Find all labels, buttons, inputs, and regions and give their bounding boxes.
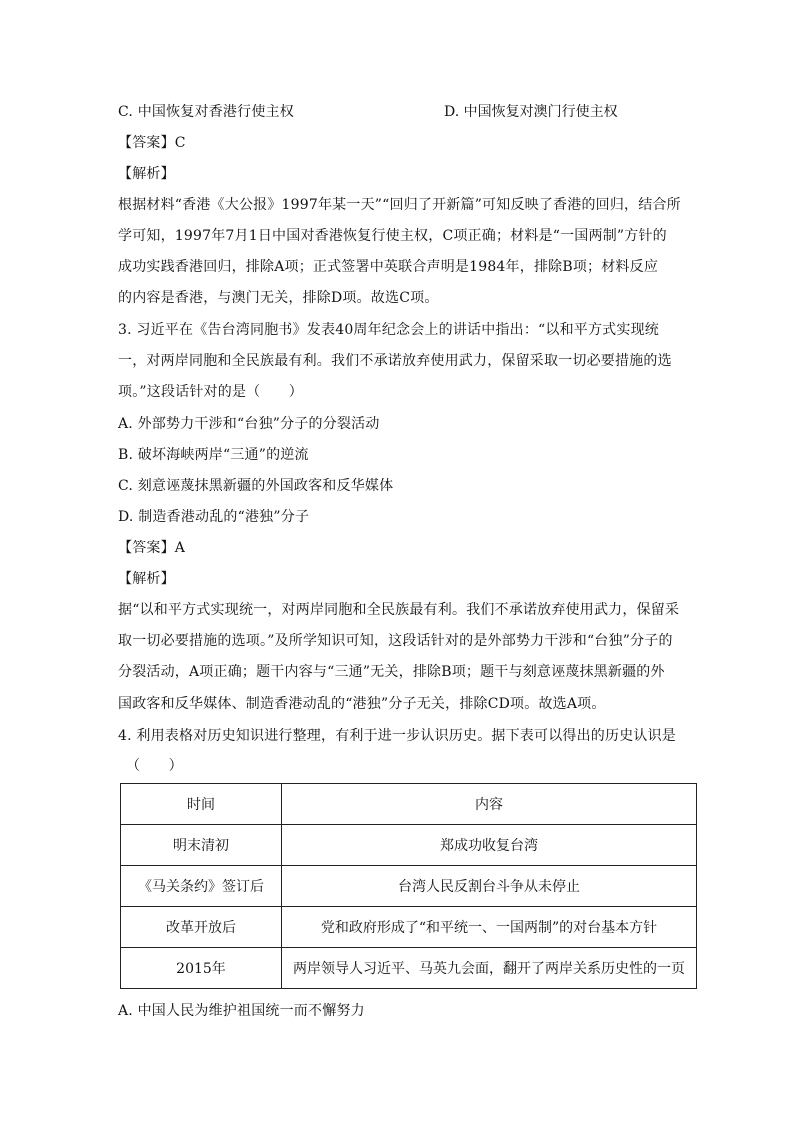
q3-analysis-line: 分裂活动，A项正确；题干内容与“三通”无关，排除B项；题干与刻意诬蔑抹黑新疆的外 <box>118 664 665 680</box>
q3-analysis-label: 【解析】 <box>118 571 175 587</box>
table-header-row <box>121 784 697 825</box>
q3-analysis-line: 国政客和反华媒体、制造香港动乱的“港独”分子无关，排除CD项。故选A项。 <box>118 696 606 712</box>
table-header-content: 内容 <box>282 784 697 825</box>
q4-stem-line: （ ） <box>126 758 183 774</box>
q3-option-a: A. 外部势力干涉和“台独”分子的分裂活动 <box>118 416 380 432</box>
table-cell-time: 改革开放后 <box>121 907 282 948</box>
q2-analysis-label: 【解析】 <box>118 166 175 182</box>
q3-stem-line: 项。”这段话针对的是（ ） <box>118 384 303 400</box>
table-row <box>121 907 697 948</box>
q3-analysis-line: 取一切必要措施的选项。”及所学知识可知，这段话针对的是外部势力干涉和“台独”分子的 <box>118 633 673 649</box>
q2-analysis-line: 成功实践香港回归，排除A项；正式签署中英联合声明是1984年，排除B项；材料反应 <box>118 259 659 275</box>
table-row <box>121 948 697 989</box>
table-header-time: 时间 <box>121 784 282 825</box>
q3-option-b: B. 破坏海峡两岸“三通”的逆流 <box>118 447 309 463</box>
table-cell-content: 郑成功收复台湾 <box>282 825 697 866</box>
q2-analysis-line: 的内容是香港，与澳门无关，排除D项。故选C项。 <box>118 290 439 306</box>
q4-stem-line: 4. 利用表格对历史知识进行整理，有利于进一步认识历史。据下表可以得出的历史认识是 <box>118 728 677 744</box>
q3-option-c: C. 刻意诬蔑抹黑新疆的外国政客和反华媒体 <box>118 478 394 494</box>
table-cell-content: 两岸领导人习近平、马英九会面，翻开了两岸关系历史性的一页 <box>282 948 697 989</box>
q4-option-a: A. 中国人民为维护祖国统一而不懈努力 <box>118 1003 365 1019</box>
table-cell-time: 2015年 <box>121 948 282 989</box>
q3-answer: 【答案】A <box>118 540 186 556</box>
table-row <box>121 866 697 907</box>
table-cell-time: 《马关条约》签订后 <box>121 866 282 907</box>
q2-option-c: C. 中国恢复对香港行使主权 <box>118 104 294 120</box>
table-row <box>121 825 697 866</box>
table-cell-content: 党和政府形成了“和平统一、一国两制”的对台基本方针 <box>282 907 697 948</box>
q2-analysis-line: 根据材料“香港《大公报》1997年某一天”“回归了开新篇”可知反映了香港的回归，结合所 <box>118 197 681 213</box>
table-cell-content: 台湾人民反割台斗争从未停止 <box>282 866 697 907</box>
q2-option-d: D. 中国恢复对澳门行使主权 <box>444 104 618 120</box>
q3-analysis-line: 据“以和平方式实现统一，对两岸同胞和全民族最有利。我们不承诺放弃使用武力，保留采 <box>118 602 680 618</box>
q3-stem-line: 3. 习近平在《告台湾同胞书》发表40周年纪念会上的讲话中指出：“以和平方式实现统 <box>118 322 659 338</box>
q2-answer: 【答案】C <box>118 135 186 151</box>
q3-option-d: D. 制造香港动乱的“港独”分子 <box>118 509 310 525</box>
q3-stem-line: 一，对两岸同胞和全民族最有利。我们不承诺放弃使用武力，保留采取一切必要措施的选 <box>118 353 672 369</box>
history-table <box>120 783 697 989</box>
table-cell-time: 明末清初 <box>121 825 282 866</box>
q2-analysis-line: 学可知，1997年7月1日中国对香港恢复行使主权，C项正确；材料是“一国两制”方针的 <box>118 228 667 244</box>
